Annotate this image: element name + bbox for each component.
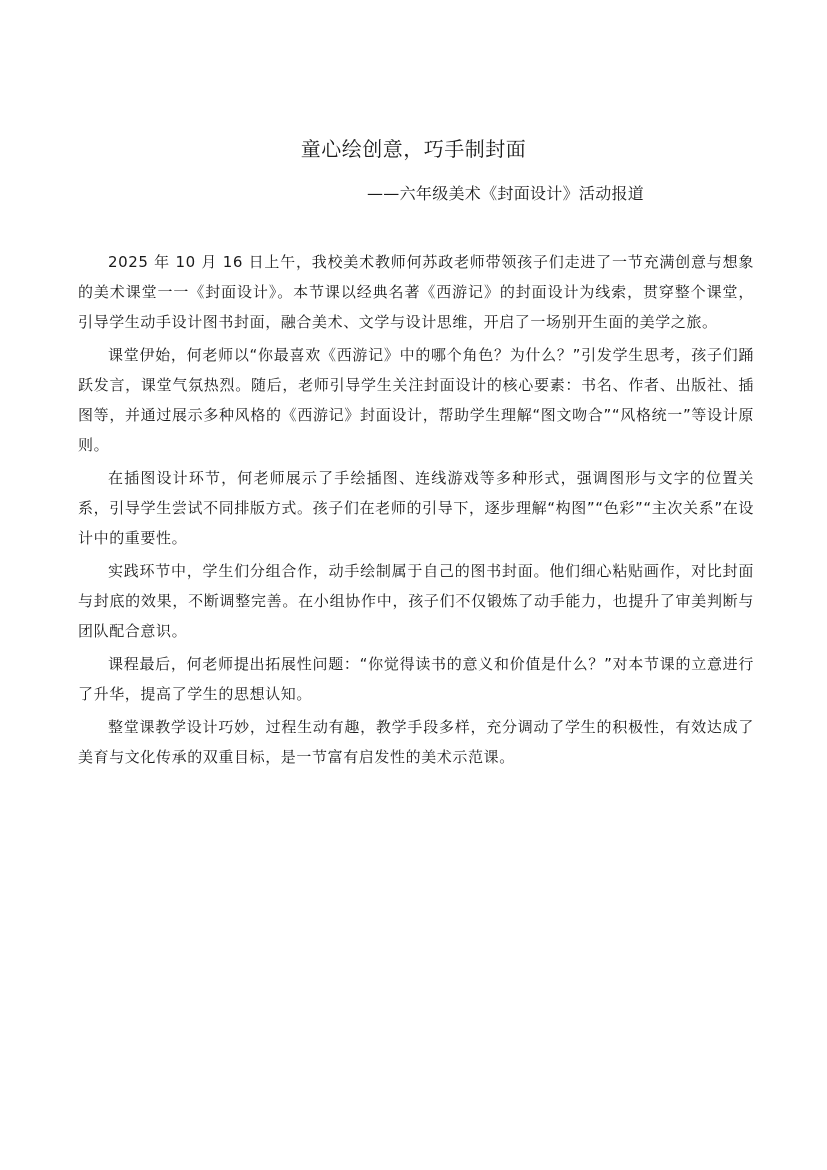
paragraph: 在插图设计环节，何老师展示了手绘插图、连线游戏等多种形式，强调图形与文字的位置关系，引导学生尝试不同排版方式。孩子们在老师的引导下，逐步理解“构图”“色彩”“主次关系”在设计中的重要性。	[78, 469, 754, 547]
paragraph: 实践环节中，学生们分组合作，动手绘制属于自己的图书封面。他们细心粘贴画作，对比封面与封底的效果，不断调整完善。在小组协作中，孩子们不仅锻炼了动手能力，也提升了审美判断与团队配合意识。	[78, 562, 754, 640]
paragraph: 2025 年 10 月 16 日上午，我校美术教师何苏政老师带领孩子们走进了一节充满创意与想象的美术课堂一一《封面设计》。本节课以经典名著《西游记》的封面设计为线索，贯穿整个课堂，引导学生动手设计图书封面，融合美术、文学与设计思维，开启了一场别开生面的美学之旅。	[78, 253, 754, 331]
paragraph: 课堂伊始，何老师以“你最喜欢《西游记》中的哪个角色？为什么？”引发学生思考，孩子们踊跃发言，课堂气氛热烈。随后，老师引导学生关注封面设计的核心要素：书名、作者、出版社、插图等，并通过展示多种风格的《西游记》封面设计，帮助学生理解“图文吻合”“风格统一”等设计原则。	[78, 346, 754, 454]
paragraph: 整堂课教学设计巧妙，过程生动有趣，教学手段多样，充分调动了学生的积极性，有效达成了美育与文化传承的双重目标，是一节富有启发性的美术示范课。	[78, 718, 754, 766]
document-title: 童心绘创意，巧手制封面	[300, 137, 527, 161]
paragraph: 课程最后，何老师提出拓展性问题：“你觉得读书的意义和价值是什么？”对本节课的立意进行了升华，提高了学生的思想认知。	[78, 655, 754, 703]
article-body	[78, 247, 754, 775]
document-subtitle: ——六年级美术《封面设计》活动报道	[367, 184, 645, 203]
